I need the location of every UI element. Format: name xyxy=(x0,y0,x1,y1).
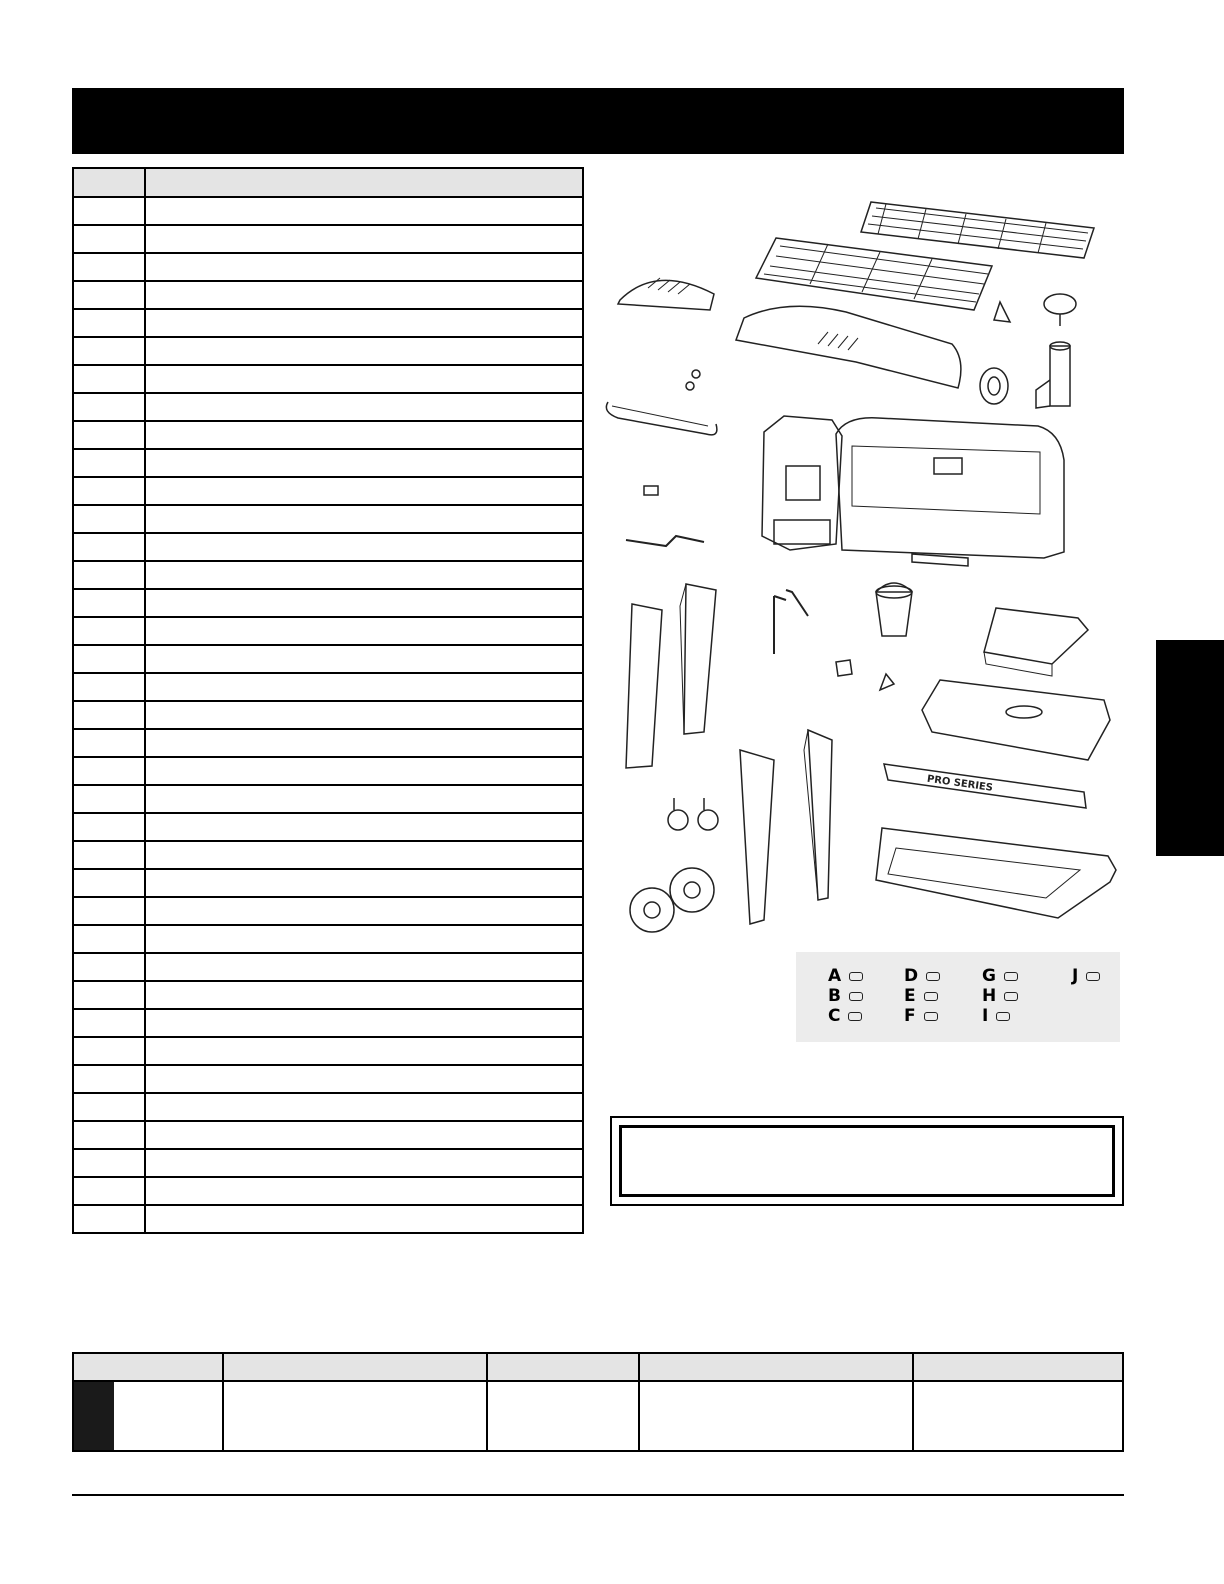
part-description-cell xyxy=(145,617,583,645)
parts-table-row xyxy=(73,505,583,533)
part-number-cell xyxy=(73,225,145,253)
hardware-letter: H xyxy=(982,986,997,1006)
part-description-cell xyxy=(145,225,583,253)
handle-drawing xyxy=(606,402,717,435)
small-bracket-drawing xyxy=(994,302,1010,322)
parts-table-row xyxy=(73,869,583,897)
part-number-cell xyxy=(73,421,145,449)
part-number-cell xyxy=(73,785,145,813)
parts-table-row xyxy=(73,925,583,953)
parts-table-row xyxy=(73,1121,583,1149)
part-number-cell xyxy=(73,1065,145,1093)
info-header-cell xyxy=(73,1353,223,1381)
front-leg-right-drawing xyxy=(740,750,774,924)
part-number-cell xyxy=(73,813,145,841)
part-description-cell xyxy=(145,505,583,533)
hardware-item-j xyxy=(1072,966,1100,986)
part-description-cell xyxy=(145,1205,583,1233)
info-table-row xyxy=(73,1381,1123,1451)
part-description-cell xyxy=(145,1093,583,1121)
info-header-cell xyxy=(223,1353,487,1381)
side-shelf-drawing xyxy=(984,608,1088,676)
page-title-bar xyxy=(72,88,1124,154)
info-cell xyxy=(223,1381,487,1451)
part-number-cell xyxy=(73,757,145,785)
part-description-cell xyxy=(145,253,583,281)
parts-table-row xyxy=(73,1149,583,1177)
parts-table-row xyxy=(73,953,583,981)
parts-table-row xyxy=(73,533,583,561)
info-cell xyxy=(913,1381,1123,1451)
part-number-cell xyxy=(73,533,145,561)
casters-drawing xyxy=(668,798,718,830)
info-table xyxy=(72,1352,1124,1452)
part-description-cell xyxy=(145,645,583,673)
part-number-cell xyxy=(73,477,145,505)
hardware-item-e xyxy=(904,986,938,1006)
hardware-letter: F xyxy=(904,1006,916,1026)
part-number-cell xyxy=(73,393,145,421)
notice-box xyxy=(610,1116,1124,1206)
part-number-cell xyxy=(73,673,145,701)
hardware-piece-icon xyxy=(1086,972,1100,981)
parts-table-row xyxy=(73,197,583,225)
part-number-cell xyxy=(73,505,145,533)
hardware-panel xyxy=(796,952,1120,1042)
hardware-item-d xyxy=(904,966,940,986)
knob-drawing xyxy=(1044,294,1076,326)
hardware-letter: D xyxy=(904,966,919,986)
part-number-cell xyxy=(73,841,145,869)
part-number-cell xyxy=(73,869,145,897)
part-description-cell xyxy=(145,561,583,589)
front-leg-left-drawing xyxy=(626,604,662,768)
part-number-cell xyxy=(73,701,145,729)
part-number-cell xyxy=(73,309,145,337)
part-number-cell xyxy=(73,981,145,1009)
part-number-cell xyxy=(73,1009,145,1037)
part-number-cell xyxy=(73,645,145,673)
info-header-cell xyxy=(487,1353,639,1381)
part-number-cell xyxy=(73,253,145,281)
hardware-letter: G xyxy=(982,966,996,986)
part-number-cell xyxy=(73,1093,145,1121)
parts-table-header xyxy=(73,168,583,197)
part-number-cell xyxy=(73,953,145,981)
hardware-piece-icon xyxy=(926,972,940,981)
parts-table-row xyxy=(73,337,583,365)
part-number-cell xyxy=(73,729,145,757)
parts-table-row xyxy=(73,1037,583,1065)
parts-table-row xyxy=(73,1205,583,1233)
parts-table-row xyxy=(73,449,583,477)
parts-table-row xyxy=(73,617,583,645)
parts-table-row xyxy=(73,281,583,309)
parts-table-row xyxy=(73,785,583,813)
upper-warming-rack-drawing xyxy=(861,202,1094,258)
part-number-cell xyxy=(73,617,145,645)
parts-table-row xyxy=(73,841,583,869)
cooking-grate-drawing xyxy=(756,238,992,310)
parts-table-row xyxy=(73,645,583,673)
parts-table-row xyxy=(73,757,583,785)
hardware-item-a xyxy=(828,966,863,986)
parts-table-row xyxy=(73,365,583,393)
part-number-cell xyxy=(73,1177,145,1205)
pro-series-label: PRO SERIES xyxy=(926,773,994,794)
part-description-cell xyxy=(145,729,583,757)
part-description-cell xyxy=(145,897,583,925)
part-description-cell xyxy=(145,953,583,981)
hardware-item-b xyxy=(828,986,863,1006)
parts-table-row xyxy=(73,1065,583,1093)
notice-box-inner xyxy=(619,1125,1115,1197)
bottom-shelf-drawing xyxy=(876,828,1116,918)
part-number-cell xyxy=(73,1149,145,1177)
hardware-item-g xyxy=(982,966,1018,986)
part-description-cell xyxy=(145,1009,583,1037)
part-description-cell xyxy=(145,421,583,449)
exploded-parts-diagram xyxy=(596,180,1126,950)
part-number-cell xyxy=(73,197,145,225)
grill-main-body-drawing xyxy=(762,416,1064,566)
part-number-cell xyxy=(73,1121,145,1149)
header-description-cell xyxy=(145,168,583,197)
parts-table-row xyxy=(73,253,583,281)
part-number-cell xyxy=(73,1205,145,1233)
rear-leg-right-drawing xyxy=(804,730,832,900)
hardware-letter: B xyxy=(828,986,841,1006)
header-no-cell xyxy=(73,168,145,197)
parts-table-row xyxy=(73,701,583,729)
parts-table-row xyxy=(73,393,583,421)
parts-table-row xyxy=(73,813,583,841)
hardware-piece-icon xyxy=(996,1012,1010,1021)
part-description-cell xyxy=(145,1037,583,1065)
rod-drawing xyxy=(626,536,704,546)
part-description-cell xyxy=(145,701,583,729)
hardware-piece-icon xyxy=(849,972,863,981)
parts-table-row xyxy=(73,309,583,337)
part-description-cell xyxy=(145,1149,583,1177)
hardware-letter: E xyxy=(904,986,916,1006)
chimney-gasket-drawing xyxy=(980,368,1008,404)
part-description-cell xyxy=(145,673,583,701)
part-description-cell xyxy=(145,281,583,309)
part-description-cell xyxy=(145,337,583,365)
info-cell xyxy=(487,1381,639,1451)
parts-table-row xyxy=(73,477,583,505)
hardware-piece-icon xyxy=(1004,972,1018,981)
part-description-cell xyxy=(145,785,583,813)
hardware-piece-icon xyxy=(848,1012,862,1021)
parts-list-table xyxy=(72,167,584,1234)
part-description-cell xyxy=(145,533,583,561)
hardware-item-f xyxy=(904,1006,938,1026)
part-description-cell xyxy=(145,477,583,505)
hardware-piece-icon xyxy=(849,992,863,1001)
info-table-header xyxy=(73,1353,1123,1381)
part-description-cell xyxy=(145,365,583,393)
parts-table-row xyxy=(73,673,583,701)
parts-table-row xyxy=(73,421,583,449)
part-number-cell xyxy=(73,1037,145,1065)
part-description-cell xyxy=(145,197,583,225)
part-description-cell xyxy=(145,1177,583,1205)
part-description-cell xyxy=(145,981,583,1009)
info-cell xyxy=(639,1381,913,1451)
parts-table-row xyxy=(73,561,583,589)
part-number-cell xyxy=(73,337,145,365)
hardware-letter: J xyxy=(1072,966,1079,986)
pro-series-panel-drawing xyxy=(884,764,1086,808)
hardware-letter: I xyxy=(982,1006,989,1026)
hardware-piece-icon xyxy=(924,1012,938,1021)
nuts-drawing xyxy=(686,370,700,390)
hardware-item-i xyxy=(982,1006,1010,1026)
front-shelf-drawing xyxy=(922,680,1110,760)
parts-table-row xyxy=(73,1093,583,1121)
part-number-cell xyxy=(73,561,145,589)
part-description-cell xyxy=(145,813,583,841)
chimney-drawing xyxy=(1036,342,1070,408)
bucket-drawing xyxy=(876,583,912,636)
part-description-cell xyxy=(145,869,583,897)
heat-baffle-drawing xyxy=(736,306,961,388)
part-description-cell xyxy=(145,757,583,785)
hinge-plate-drawing xyxy=(836,660,894,690)
parts-table-row xyxy=(73,1177,583,1205)
part-description-cell xyxy=(145,449,583,477)
hardware-piece-icon xyxy=(1004,992,1018,1001)
part-description-cell xyxy=(145,925,583,953)
rear-leg-left-drawing xyxy=(680,584,716,734)
part-number-cell xyxy=(73,589,145,617)
part-description-cell xyxy=(145,1121,583,1149)
part-description-cell xyxy=(145,1065,583,1093)
part-number-cell xyxy=(73,365,145,393)
firebox-lid-drawing xyxy=(618,278,714,310)
info-marker-block xyxy=(74,1382,114,1450)
hardware-piece-icon xyxy=(924,992,938,1001)
hardware-item-c xyxy=(828,1006,862,1026)
part-description-cell xyxy=(145,589,583,617)
hardware-letter: C xyxy=(828,1006,841,1026)
hardware-item-h xyxy=(982,986,1018,1006)
part-number-cell xyxy=(73,449,145,477)
footer-divider xyxy=(72,1494,1124,1496)
parts-table-row xyxy=(73,589,583,617)
info-header-cell xyxy=(913,1353,1123,1381)
section-tab xyxy=(1156,640,1224,856)
part-number-cell xyxy=(73,281,145,309)
parts-table-row xyxy=(73,729,583,757)
l-brackets-drawing xyxy=(774,590,808,654)
parts-table-row xyxy=(73,981,583,1009)
part-number-cell xyxy=(73,925,145,953)
part-description-cell xyxy=(145,309,583,337)
wheels-drawing xyxy=(630,868,714,932)
small-sleeve-drawing xyxy=(644,486,658,495)
parts-table-row xyxy=(73,225,583,253)
part-number-cell xyxy=(73,897,145,925)
hardware-letter: A xyxy=(828,966,842,986)
parts-table-row xyxy=(73,897,583,925)
part-description-cell xyxy=(145,393,583,421)
info-header-cell xyxy=(639,1353,913,1381)
part-description-cell xyxy=(145,841,583,869)
parts-table-row xyxy=(73,1009,583,1037)
